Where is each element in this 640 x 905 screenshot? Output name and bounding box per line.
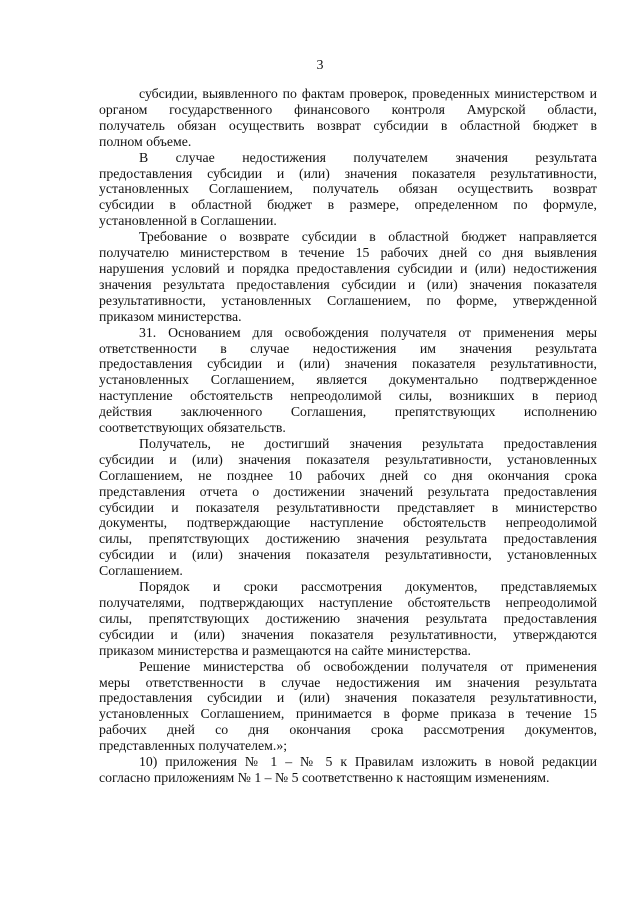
document-body <box>99 86 597 786</box>
text-line: результативности, установленных Соглашением, по форме, утвержденной <box>99 292 597 308</box>
text-line: субсидии и показателя результативности представляет в министерство <box>99 499 597 515</box>
text-line: органом государственного финансового контроля Амурской области, <box>99 101 597 117</box>
text-line: меры ответственности в случае недостижения им значения результата <box>99 674 597 690</box>
text-line: предоставления субсидии и (или) значения показателя результативности, <box>99 165 597 181</box>
text-line: получателю министерством в течение 15 рабочих дней со дня выявления <box>99 245 597 261</box>
text-line: документы, подтверждающие наступление обстоятельств непреодолимой <box>99 515 597 531</box>
text-line: приказом министерства и размещаются на сайте министерства. <box>99 642 472 658</box>
text-line: силы, препятствующих достижению значения результата предоставления <box>99 610 597 626</box>
text-line: представления отчета о достижении значений результата предоставления <box>99 483 597 499</box>
text-line: предоставления субсидии и (или) значения показателя результативности, <box>99 690 597 706</box>
text-line: значения результата предоставления субсидии и (или) значения показателя <box>99 276 597 292</box>
text-line: соответствующих обязательств. <box>99 420 286 436</box>
text-line: полном объеме. <box>99 133 192 149</box>
text-line: ответственности в случае недостижения им значения результата <box>99 340 597 356</box>
text-line: 10) приложения № 1 – № 5 к Правилам изложить в новой редакции <box>139 754 597 770</box>
paragraph <box>99 579 597 659</box>
paragraph <box>99 325 597 436</box>
text-line: установленной в Соглашении. <box>99 213 277 229</box>
text-line: установленных Соглашением, получатель обязан осуществить возврат <box>99 181 597 197</box>
text-line: приказом министерства. <box>99 308 242 324</box>
paragraph <box>99 229 597 324</box>
text-line: рабочих дней со дня окончания срока рассмотрения документов, <box>99 722 597 738</box>
paragraph <box>99 754 597 786</box>
paragraph <box>99 86 597 150</box>
text-line: Соглашением. <box>99 563 183 579</box>
text-line: получатель обязан осуществить возврат субсидии в областной бюджет в <box>99 117 597 133</box>
text-line: получателями, подтверждающих наступление обстоятельств непреодолимой <box>99 595 597 610</box>
text-line: Получатель, не достигший значения результата предоставления <box>139 435 597 451</box>
text-line: установленных Соглашением, принимается в форме приказа в течение 15 <box>99 706 597 722</box>
text-line: действия заключенного Соглашения, препятствующих исполнению <box>99 404 597 420</box>
page-number: 3 <box>316 58 324 73</box>
text-line: нарушения условий и порядка предоставления субсидии и (или) недостижения <box>99 260 597 276</box>
text-line: установленных Соглашением, является документально подтвержденное <box>99 372 597 388</box>
text-line: субсидии и (или) значения показателя результативности, установленных <box>99 547 597 563</box>
paragraph <box>99 436 597 579</box>
paragraph <box>99 659 597 754</box>
text-line: субсидии, выявленного по фактам проверок, проведенных министерством и <box>139 86 597 101</box>
text-line: представленных получателем.»; <box>99 738 288 754</box>
text-line: Порядок и сроки рассмотрения документов, представляемых <box>139 579 597 595</box>
text-line: Решение министерства об освобождении получателя от применения <box>139 658 597 674</box>
text-line: В случае недостижения получателем значения результата <box>139 149 597 165</box>
text-line: субсидии в областной бюджет в размере, определенном по формуле, <box>99 197 597 213</box>
text-line: Требование о возврате субсидии в областной бюджет направляется <box>139 229 597 245</box>
text-line: предоставления субсидии и (или) значения показателя результативности, <box>99 356 597 372</box>
text-line: силы, препятствующих достижению значения результата предоставления <box>99 531 597 547</box>
text-line: Соглашением, не позднее 10 рабочих дней со дня окончания срока <box>99 467 597 483</box>
text-line: субсидии и (или) значения показателя результативности, установленных <box>99 451 597 467</box>
text-line: наступление обстоятельств непреодолимой силы, возникших в период <box>99 388 597 404</box>
text-line: 31. Основанием для освобождения получателя от применения меры <box>139 324 597 340</box>
paragraph <box>99 150 597 230</box>
text-line: субсидии и (или) значения показателя результативности, утверждаются <box>99 626 597 642</box>
text-line: согласно приложениям № 1 – № 5 соответственно к настоящим изменениям. <box>99 769 550 785</box>
